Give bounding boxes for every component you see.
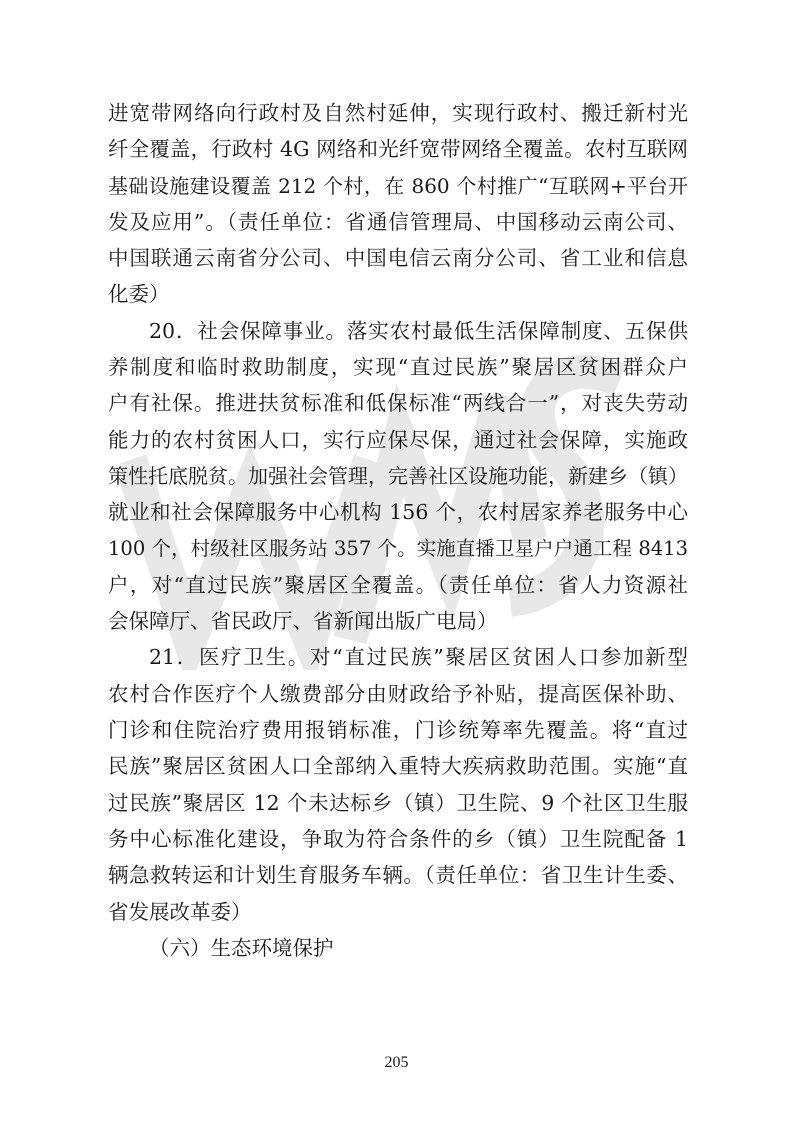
text-line: 户有社保。推进扶贫标准和低保标准“两线合一”，对丧失劳动 [108,391,688,416]
text-line: 辆急救转运和计划生育服务车辆。（责任单位：省卫生计生委、 [108,863,688,888]
body-text [108,95,688,966]
text-line: 化委） [108,282,170,307]
paragraph-social-security [108,313,688,640]
text-line: 20．社会保障事业。落实农村最低生活保障制度、五保供 [149,318,688,343]
text-line: 能力的农村贫困人口，实行应保尽保，通过社会保障，实施政 [108,427,688,452]
text-line: 过民族”聚居区 12 个未达标乡（镇）卫生院、9 个社区卫生服 [108,790,688,815]
text-line: 100 个，村级社区服务站 357 个。实施直播卫星户户通工程 8413 [108,536,688,560]
section-heading: （六）生态环境保护 [149,935,334,960]
text-line: 养制度和临时救助制度，实现“直过民族”聚居区贫困群众户 [108,355,688,380]
text-line: 就业和社会保障服务中心机构 156 个，农村居家养老服务中心 [108,500,688,525]
text-line: 民族”聚居区贫困人口全部纳入重特大疾病救助范围。实施“直 [108,754,688,779]
text-line: 基础设施建设覆盖 212 个村，在 860 个村推广“互联网+平台开 [108,173,688,198]
text-line: 门诊和住院治疗费用报销标准，门诊统筹率先覆盖。将“直过 [108,718,688,743]
page-number: 205 [384,1054,409,1071]
text-line: 21．医疗卫生。对“直过民族”聚居区贫困人口参加新型 [149,645,688,670]
paragraph-healthcare [108,639,688,929]
text-line: 策性托底脱贫。加强社会管理，完善社区设施功能，新建乡（镇） [108,463,688,488]
text-line: 进宽带网络向行政村及自然村延伸，实现行政村、搬迁新村光 [108,101,688,125]
paragraph-broadband [108,95,688,313]
text-line: 中国联通云南省分公司、中国电信云南分公司、省工业和信息 [108,246,688,271]
text-line: 纤全覆盖，行政村 4G 网络和光纤宽带网络全覆盖。农村互联网 [108,137,688,162]
text-line: 农村合作医疗个人缴费部分由财政给予补贴，提高医保补助、 [108,681,688,706]
text-line: 户，对“直过民族”聚居区全覆盖。（责任单位：省人力资源社 [108,572,688,597]
text-line: 发及应用”。（责任单位：省通信管理局、中国移动云南公司、 [108,209,688,234]
text-line: 省发展改革委） [108,899,252,924]
text-line: 会保障厅、省民政厅、省新闻出版广电局） [108,609,498,634]
text-line: 务中心标准化建设，争取为符合条件的乡（镇）卫生院配备 1 [108,826,688,851]
